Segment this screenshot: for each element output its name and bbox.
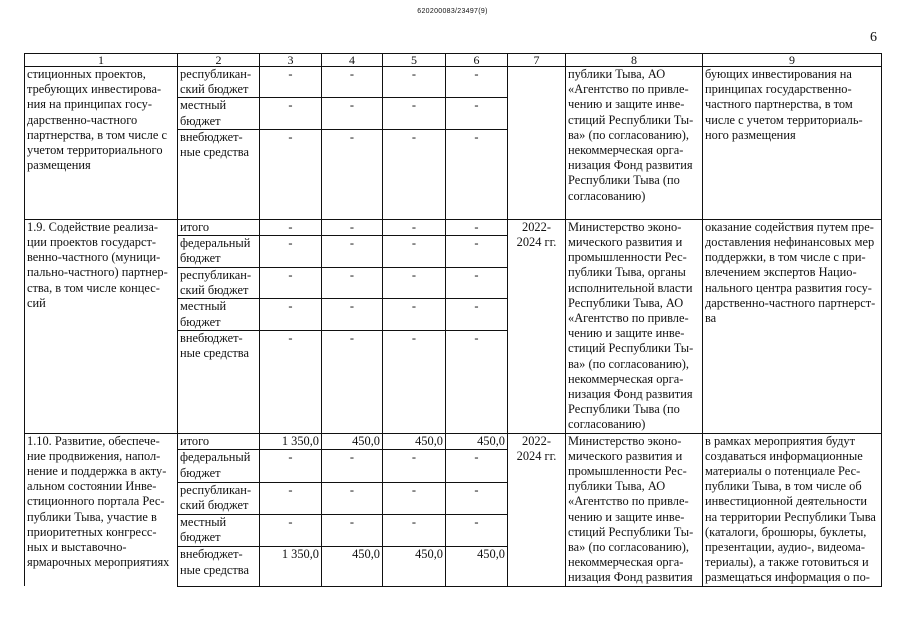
measure-name: стиционных проектов, требующих инвестирова-ния на принципах госу-дарственно-частного партнерства, в том числе с учетом территориального размещения bbox=[25, 67, 178, 220]
amount-total: - bbox=[260, 219, 322, 235]
amount-total: - bbox=[260, 299, 322, 331]
implementation-period bbox=[508, 67, 566, 220]
responsible-executors: Министерство эконо-мического развития и промышленности Рес-публики Тыва, органы исполнительной власти Республики Тыва, АО «Агентство по привле-чению и защите инве-стиций Республики Ты-ва» (по согласованию), некоммерческая орга-низация Фонд развития Республики Тыва (по согласованию) bbox=[566, 219, 703, 433]
amount-2022: - bbox=[322, 515, 383, 547]
table-row bbox=[25, 433, 882, 450]
amount-2022: - bbox=[322, 482, 383, 514]
amount-2024: - bbox=[446, 299, 508, 331]
column-number: 5 bbox=[383, 54, 446, 67]
amount-total: - bbox=[260, 267, 322, 299]
amount-total: - bbox=[260, 450, 322, 482]
column-number: 3 bbox=[260, 54, 322, 67]
column-number: 7 bbox=[508, 54, 566, 67]
amount-2024: - bbox=[446, 236, 508, 268]
funding-source: итого bbox=[178, 433, 260, 450]
funding-source: внебюджет-ные средства bbox=[178, 330, 260, 433]
amount-2023: - bbox=[383, 267, 446, 299]
amount-2022: 450,0 bbox=[322, 433, 383, 450]
funding-source: итого bbox=[178, 219, 260, 235]
funding-source: республикан-ский бюджет bbox=[178, 267, 260, 299]
amount-2024: - bbox=[446, 267, 508, 299]
amount-2024: - bbox=[446, 219, 508, 235]
amount-2023: - bbox=[383, 299, 446, 331]
responsible-executors: публики Тыва, АО «Агентство по привле-чению и защите инве-стиций Республики Ты-ва» (по согласованию), некоммерческая орга-низация Фонд развития Республики Тыва (по согласованию) bbox=[566, 67, 703, 220]
amount-total: - bbox=[260, 482, 322, 514]
expected-result: бующих инвестирования на принципах государственно-частного партнерства, в том числе с учетом территориаль-ного размещения bbox=[703, 67, 882, 220]
amount-total: 1 350,0 bbox=[260, 433, 322, 450]
funding-source: местный бюджет bbox=[178, 98, 260, 129]
responsible-executors: Министерство эконо-мического развития и промышленности Рес-публики Тыва, АО «Агентство по привле-чению и защите инве-стиций Республики Ты-ва» (по согласованию), некоммерческая орга-низация Фонд развития bbox=[566, 433, 703, 586]
funding-source: местный бюджет bbox=[178, 515, 260, 547]
amount-2022: - bbox=[322, 330, 383, 433]
amount-2024: - bbox=[446, 98, 508, 129]
amount-2023: - bbox=[383, 450, 446, 482]
amount-2022: - bbox=[322, 129, 383, 219]
amount-2024: 450,0 bbox=[446, 433, 508, 450]
table-row bbox=[25, 219, 882, 235]
table-row bbox=[25, 67, 882, 98]
amount-2022: 450,0 bbox=[322, 547, 383, 586]
amount-2023: - bbox=[383, 98, 446, 129]
amount-2024: - bbox=[446, 67, 508, 98]
measure-name: 1.10. Развитие, обеспече-ние продвижения, напол-нение и поддержка в акту-альном состоянии Инве-стиционного портала Рес-публики Тыва, участие в приоритетных конгресс-ных и выставочно-ярмарочных мероприятиях bbox=[25, 433, 178, 586]
table-body bbox=[25, 54, 882, 587]
funding-source: республикан-ский бюджет bbox=[178, 67, 260, 98]
amount-total: - bbox=[260, 515, 322, 547]
funding-source: федеральный бюджет bbox=[178, 236, 260, 268]
funding-source: внебюджет-ные средства bbox=[178, 547, 260, 586]
amount-2024: - bbox=[446, 450, 508, 482]
amount-total: - bbox=[260, 98, 322, 129]
amount-2023: - bbox=[383, 67, 446, 98]
funding-source: республикан-ский бюджет bbox=[178, 482, 260, 514]
amount-2022: - bbox=[322, 67, 383, 98]
amount-2022: - bbox=[322, 219, 383, 235]
funding-source: местный бюджет bbox=[178, 299, 260, 331]
amount-2022: - bbox=[322, 450, 383, 482]
column-number: 6 bbox=[446, 54, 508, 67]
amount-2023: - bbox=[383, 219, 446, 235]
expected-result: оказание содействия путем пре-доставления нефинансовых мер поддержки, в том числе с при-влечением экспертов Нацио-нального центра развития госу-дарственно-частного партнерст-ва bbox=[703, 219, 882, 433]
amount-2024: - bbox=[446, 515, 508, 547]
amount-2022: - bbox=[322, 236, 383, 268]
measures-table bbox=[24, 53, 882, 587]
amount-2022: - bbox=[322, 267, 383, 299]
amount-total: - bbox=[260, 67, 322, 98]
column-number: 8 bbox=[566, 54, 703, 67]
amount-2022: - bbox=[322, 299, 383, 331]
column-number: 4 bbox=[322, 54, 383, 67]
amount-2023: - bbox=[383, 129, 446, 219]
implementation-period: 2022-2024 гг. bbox=[508, 433, 566, 586]
amount-2024: 450,0 bbox=[446, 547, 508, 586]
document-code: 620200083/23497(9) bbox=[417, 8, 488, 15]
column-number: 1 bbox=[25, 54, 178, 67]
amount-2023: - bbox=[383, 330, 446, 433]
amount-total: - bbox=[260, 129, 322, 219]
amount-2023: 450,0 bbox=[383, 433, 446, 450]
funding-source: внебюджет-ные средства bbox=[178, 129, 260, 219]
amount-total: 1 350,0 bbox=[260, 547, 322, 586]
column-number: 9 bbox=[703, 54, 882, 67]
page-number: 6 bbox=[870, 30, 877, 45]
amount-2024: - bbox=[446, 330, 508, 433]
amount-2023: - bbox=[383, 482, 446, 514]
amount-2023: 450,0 bbox=[383, 547, 446, 586]
amount-2024: - bbox=[446, 129, 508, 219]
amount-total: - bbox=[260, 236, 322, 268]
amount-2024: - bbox=[446, 482, 508, 514]
amount-2022: - bbox=[322, 98, 383, 129]
amount-2023: - bbox=[383, 515, 446, 547]
column-number-row bbox=[25, 54, 882, 67]
amount-2023: - bbox=[383, 236, 446, 268]
implementation-period: 2022-2024 гг. bbox=[508, 219, 566, 433]
amount-total: - bbox=[260, 330, 322, 433]
funding-source: федеральный бюджет bbox=[178, 450, 260, 482]
measure-name: 1.9. Содействие реализа-ции проектов государст-венно-частного (муници-пально-частного) партнер-ства, в том числе концес-сий bbox=[25, 219, 178, 433]
expected-result: в рамках мероприятия будут создаваться информационные материалы о потенциале Рес-публики Тыва, в том числе об инвестиционной деятельности на территории Республики Тыва (каталоги, брошюры, буклеты, презентации, аудио-, видеома-териалы), а также готовиться и размещаться информация о по- bbox=[703, 433, 882, 586]
column-number: 2 bbox=[178, 54, 260, 67]
